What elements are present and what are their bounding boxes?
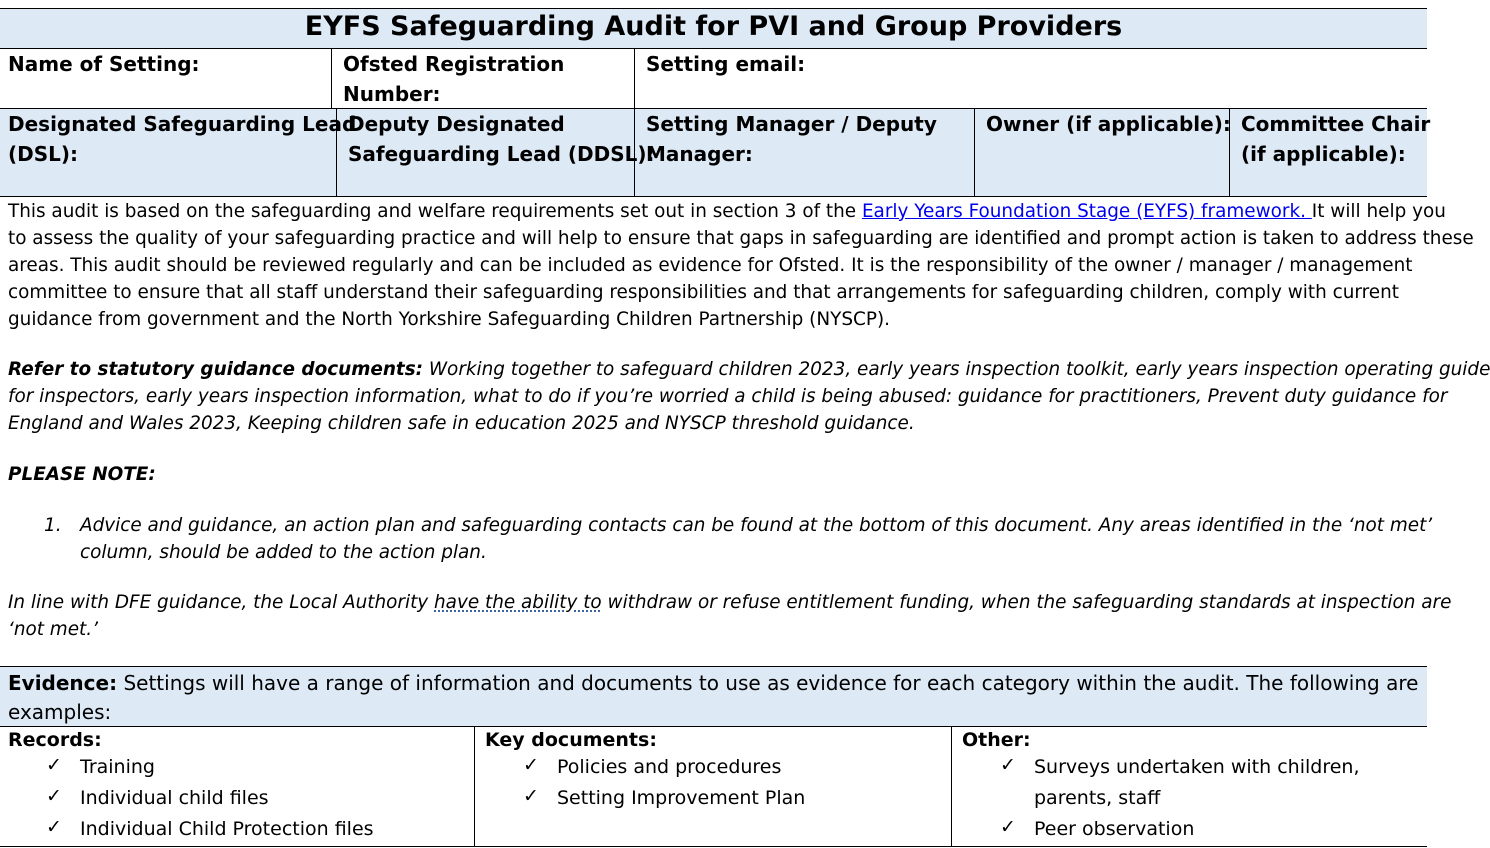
ofsted-registration-label: Ofsted Registration Number: — [343, 52, 565, 106]
other-item: Peer observation — [1034, 818, 1195, 840]
setting-email-label: Setting email: — [646, 52, 806, 76]
key-documents-item: Setting Improvement Plan — [557, 787, 806, 809]
committee-chair-label: Committee Chair (if applicable): — [1241, 112, 1431, 166]
check-icon: ✓ — [46, 754, 62, 776]
border — [0, 8, 1427, 9]
dsl-label: Designated Safeguarding Lead (DSL): — [8, 112, 357, 166]
border — [0, 846, 1427, 847]
key-documents-item: Policies and procedures — [557, 756, 782, 778]
border — [951, 726, 952, 846]
records-item: Individual child files — [80, 787, 269, 809]
ddsl-label: Deputy Designated Safeguarding Lead (DDSL): — [348, 112, 655, 166]
intro-paragraph: This audit is based on the safeguarding and welfare requirements set out in section 3 of the Early Years Foundation Stage (EYFS) framework. It will help you to assess the quality of your safeguarding practice and will help to ensure that gaps in safeguarding are identified and prompt action is taken to address these areas. This audit should be reviewed regularly and can be included as evidence for Ofsted. It is the responsibility of the owner / manager / management committee to ensure that all staff understand their safeguarding responsibilities and that arrangements for safeguarding children, comply with current guidance from government and the North Yorkshire Safeguarding Children Partnership (NYSCP). — [8, 201, 1474, 330]
border — [974, 108, 975, 196]
other-item-continuation: parents, staff — [1034, 787, 1161, 809]
owner-label: Owner (if applicable): — [986, 112, 1231, 136]
records-item: Individual Child Protection files — [80, 818, 374, 840]
check-icon: ✓ — [1000, 754, 1016, 776]
eyfs-framework-link[interactable]: Early Years Foundation Stage (EYFS) framework. — [861, 201, 1312, 222]
other-heading: Other: — [962, 729, 1031, 751]
check-icon: ✓ — [46, 816, 62, 838]
setting-manager-label: Setting Manager / Deputy Manager: — [646, 112, 937, 166]
border — [0, 666, 1427, 667]
other-item: Surveys undertaken with children, — [1034, 756, 1360, 778]
have-the-ability-to-text: have the ability to — [434, 592, 602, 613]
note-item-1: Advice and guidance, an action plan and safeguarding contacts can be found at the bottom of this document. Any areas identified in the ‘not met’ column, should be added to the action plan. — [80, 515, 1433, 563]
note-number: 1. — [44, 515, 62, 536]
please-note-heading: PLEASE NOTE: — [8, 464, 156, 485]
border — [474, 726, 475, 846]
check-icon: ✓ — [46, 785, 62, 807]
border — [0, 196, 1427, 197]
records-item: Training — [80, 756, 155, 778]
evidence-intro: Evidence: Settings will have a range of information and documents to use as evidence for each category within the audit. The following are examples: — [8, 671, 1419, 724]
border — [331, 48, 332, 108]
check-icon: ✓ — [523, 754, 539, 776]
page-title: EYFS Safeguarding Audit for PVI and Group Providers — [304, 11, 1123, 42]
statutory-guidance-paragraph: Refer to statutory guidance documents: Working together to safeguard children 2023, early years inspection toolkit, early years inspection operating guide for inspectors, early years inspection information, what to do if you’re worried a child is being abused: guidance for practitioners, Prevent duty guidance for England and Wales 2023, Keeping children safe in education 2025 and NYSCP threshold guidance. — [8, 359, 1490, 434]
funding-paragraph: In line with DFE guidance, the Local Authority have the ability to withdraw or refuse entitlement funding, when the safeguarding standards at inspection are ‘not met.’ — [8, 592, 1452, 640]
check-icon: ✓ — [523, 785, 539, 807]
key-documents-heading: Key documents: — [485, 729, 657, 751]
name-of-setting-label: Name of Setting: — [8, 52, 200, 76]
records-heading: Records: — [8, 729, 102, 751]
check-icon: ✓ — [1000, 816, 1016, 838]
